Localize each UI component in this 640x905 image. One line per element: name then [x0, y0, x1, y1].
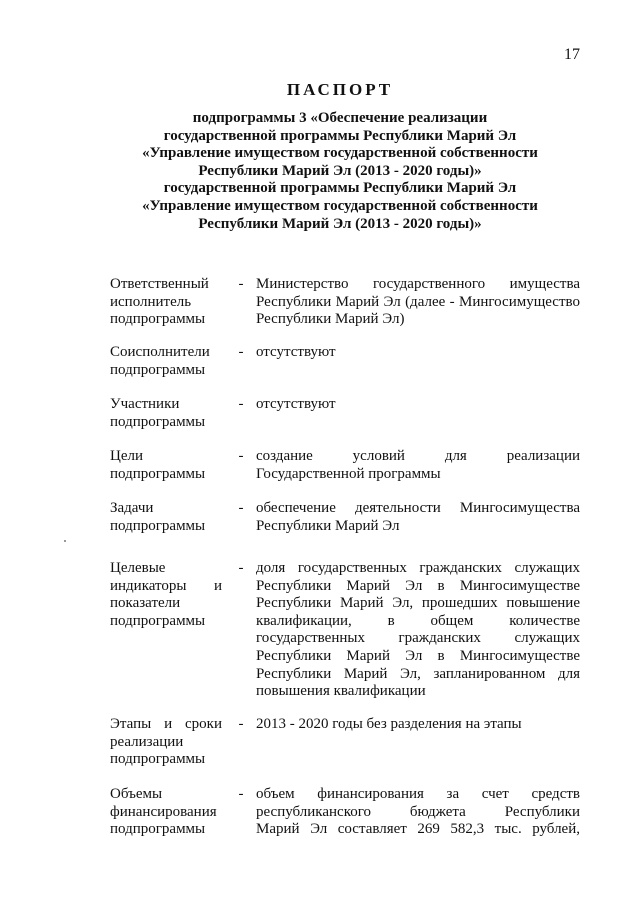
passport-header [90, 80, 590, 233]
value-line: Республики Марий Эл [256, 517, 400, 534]
value-line: объем финансирования за счет средств [256, 786, 580, 802]
subtitle-line: подпрограммы 3 «Обеспечение реализации [192, 110, 488, 126]
label-line: показатели [110, 595, 181, 612]
value-line: доля государственных гражданских служащих [256, 560, 580, 576]
value-line: отсутствуют [256, 344, 336, 360]
value-line: Республики Марий Эл, прошедших повышение [256, 595, 580, 612]
value-line: обеспечение деятельности Мингосимущества [256, 500, 580, 516]
label-line: Целевые [110, 560, 166, 576]
row-label [110, 560, 222, 630]
label-line: подпрограммы [110, 465, 206, 482]
document-title: ПАСПОРТ [286, 80, 394, 99]
label-line: реализации [110, 733, 184, 750]
value-line: создание условий для реализации [256, 448, 580, 464]
value-line: Республики Марий Эл (далее - Мингосимущество [256, 293, 580, 310]
value-line: повышения квалификации [256, 683, 426, 700]
value-line: отсутствуют [256, 396, 336, 412]
row-value [256, 276, 580, 329]
row-label [110, 500, 222, 535]
label-line: Задачи [110, 500, 154, 516]
value-line: республиканского бюджета Республики [256, 803, 580, 820]
row-value [256, 448, 580, 483]
subtitle-line: государственной программы Республики Марий Эл [163, 127, 517, 144]
row-dash: - [238, 448, 244, 464]
label-line: подпрограммы [110, 751, 206, 768]
page-number: 17 [564, 46, 580, 63]
row-label [110, 396, 222, 431]
label-line: Цели [110, 448, 144, 464]
subtitle-line: Республики Марий Эл (2013 - 2020 годы)» [198, 162, 482, 179]
subtitle-line: «Управление имуществом государственной собственности [142, 197, 538, 214]
value-line: Государственной программы [256, 465, 441, 482]
row-label [110, 716, 222, 769]
value-line: квалификации, в общем количестве [256, 612, 580, 629]
label-line: Ответственный [110, 276, 209, 292]
subtitle-line: «Управление имуществом государственной собственности [142, 145, 538, 162]
value-line: Министерство государственного имущества [256, 276, 580, 292]
subtitle-line: государственной программы Республики Марий Эл [163, 180, 517, 197]
label-line: исполнитель [110, 293, 192, 310]
row-value [256, 344, 580, 362]
label-line: Соисполнители [110, 344, 210, 360]
row-label [110, 344, 222, 379]
value-line: Республики Марий Эл, запланированном для [256, 665, 580, 682]
label-line: подпрограммы [110, 612, 206, 629]
row-dash: - [238, 276, 244, 292]
row-dash: - [238, 786, 244, 802]
label-line: подпрограммы [110, 311, 206, 328]
label-line: подпрограммы [110, 517, 206, 534]
value-line: Республики Марий Эл) [256, 311, 405, 328]
row-label [110, 786, 222, 839]
label-line: подпрограммы [110, 361, 206, 378]
value-line: Марий Эл составляет 269 582,3 тыс. рублей, [256, 821, 580, 838]
row-dash: - [238, 396, 244, 412]
subtitle-line: Республики Марий Эл (2013 - 2020 годы)» [198, 215, 482, 232]
label-line: финансирования [110, 803, 217, 820]
value-line: 2013 - 2020 годы без разделения на этапы [256, 716, 522, 732]
row-dash: - [238, 344, 244, 360]
label-line: индикаторы и [110, 577, 222, 594]
value-line: государственных гражданских служащих [256, 630, 580, 647]
label-line: Этапы и сроки [110, 716, 222, 732]
row-value [256, 500, 580, 535]
scan-speck [64, 540, 66, 542]
row-value [256, 396, 580, 414]
row-label [110, 448, 222, 483]
label-line: Участники [110, 396, 180, 412]
row-dash: - [238, 560, 244, 576]
row-dash: - [238, 500, 244, 516]
row-value [256, 716, 580, 734]
value-line: Республики Марий Эл в Мингосимуществе [256, 647, 580, 664]
row-value [256, 786, 580, 839]
label-line: подпрограммы [110, 413, 206, 430]
row-value [256, 560, 580, 701]
label-line: подпрограммы [110, 821, 206, 838]
row-dash: - [238, 716, 244, 732]
value-line: Республики Марий Эл в Мингосимуществе [256, 577, 580, 594]
row-label [110, 276, 222, 329]
label-line: Объемы [110, 786, 163, 802]
